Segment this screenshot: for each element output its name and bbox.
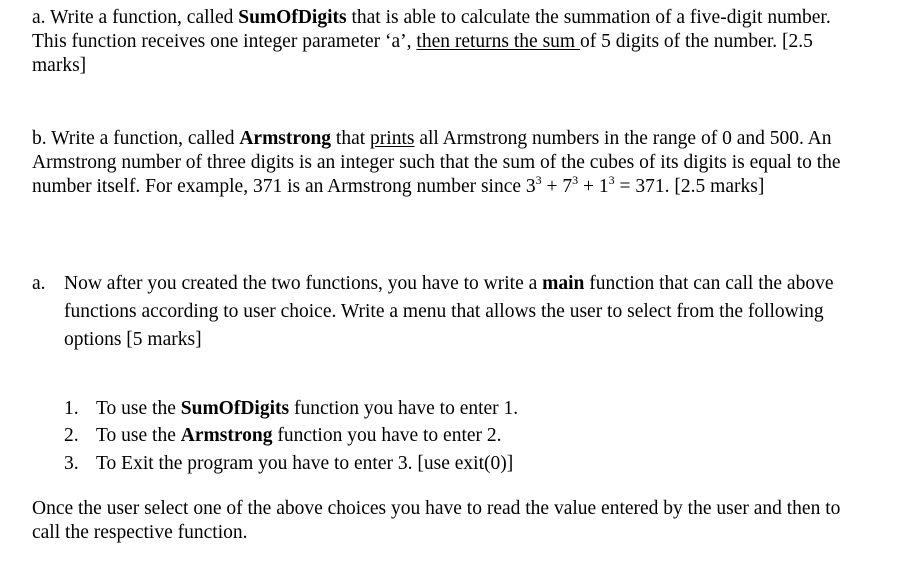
option-number: 3. xyxy=(64,453,79,474)
question-main-text-1: Now after you created the two functions, you have to write a xyxy=(64,273,543,294)
exponent-2: 3 xyxy=(572,172,579,187)
question-b-text-2: that xyxy=(331,128,371,149)
menu-option-3 xyxy=(64,452,844,476)
question-b-text-4: + 7 xyxy=(541,176,573,197)
option-text-2: function you have to enter 2. xyxy=(272,425,502,446)
option-number: 1. xyxy=(64,398,79,419)
option-function-name: Armstrong xyxy=(180,425,273,446)
menu-option-1 xyxy=(64,397,844,421)
question-a-text-1: a. Write a function, called xyxy=(32,7,239,28)
underlined-text-returns-sum: then returns the sum xyxy=(416,31,580,52)
question-b-text-5: + 1 xyxy=(578,176,609,197)
option-text-1: To use the xyxy=(96,425,181,446)
keyword-main: main xyxy=(542,273,585,294)
option-text-2: function you have to enter 1. xyxy=(289,398,519,419)
option-text-1: To Exit the program you have to enter 3. [use exit(0)] xyxy=(96,453,514,474)
underlined-text-prints: prints xyxy=(370,128,415,149)
question-b-text-3: all Armstrong numbers in the range of 0 and 500. An Armstrong number of three digits is an integer such that the sum of the cubes of its digits is equal to the number itself. For example, 371 is an Armstrong number since 3 xyxy=(32,128,841,197)
option-function-name: SumOfDigits xyxy=(180,398,290,419)
question-a-text-3: of 5 digits of the number. [2.5 marks] xyxy=(32,31,813,76)
menu-option-2 xyxy=(64,424,844,448)
question-a xyxy=(32,6,862,78)
question-b xyxy=(32,127,862,199)
question-main-letter: a. xyxy=(32,273,46,294)
option-number: 2. xyxy=(64,425,79,446)
question-b-text-1: b. Write a function, called xyxy=(32,128,240,149)
question-main-text-2: function that can call the above functions according to user choice. Write a menu that allows the user to select from the following options [5 marks] xyxy=(64,273,834,350)
function-name-sumofdigits: SumOfDigits xyxy=(238,7,347,28)
question-b-text-6: = 371. [2.5 marks] xyxy=(614,176,765,197)
option-text-1: To use the xyxy=(96,398,181,419)
exponent-3: 3 xyxy=(608,172,615,187)
closing-paragraph: Once the user select one of the above choices you have to read the value entered by the user and then to call the respective function. xyxy=(32,498,841,543)
function-name-armstrong: Armstrong xyxy=(239,128,332,149)
question-main-text xyxy=(64,270,854,354)
exponent-1: 3 xyxy=(535,172,542,187)
question-a-text-2: that is able to calculate the summation of a five-digit number. This function receives one integer parameter ‘a’, xyxy=(32,7,831,52)
